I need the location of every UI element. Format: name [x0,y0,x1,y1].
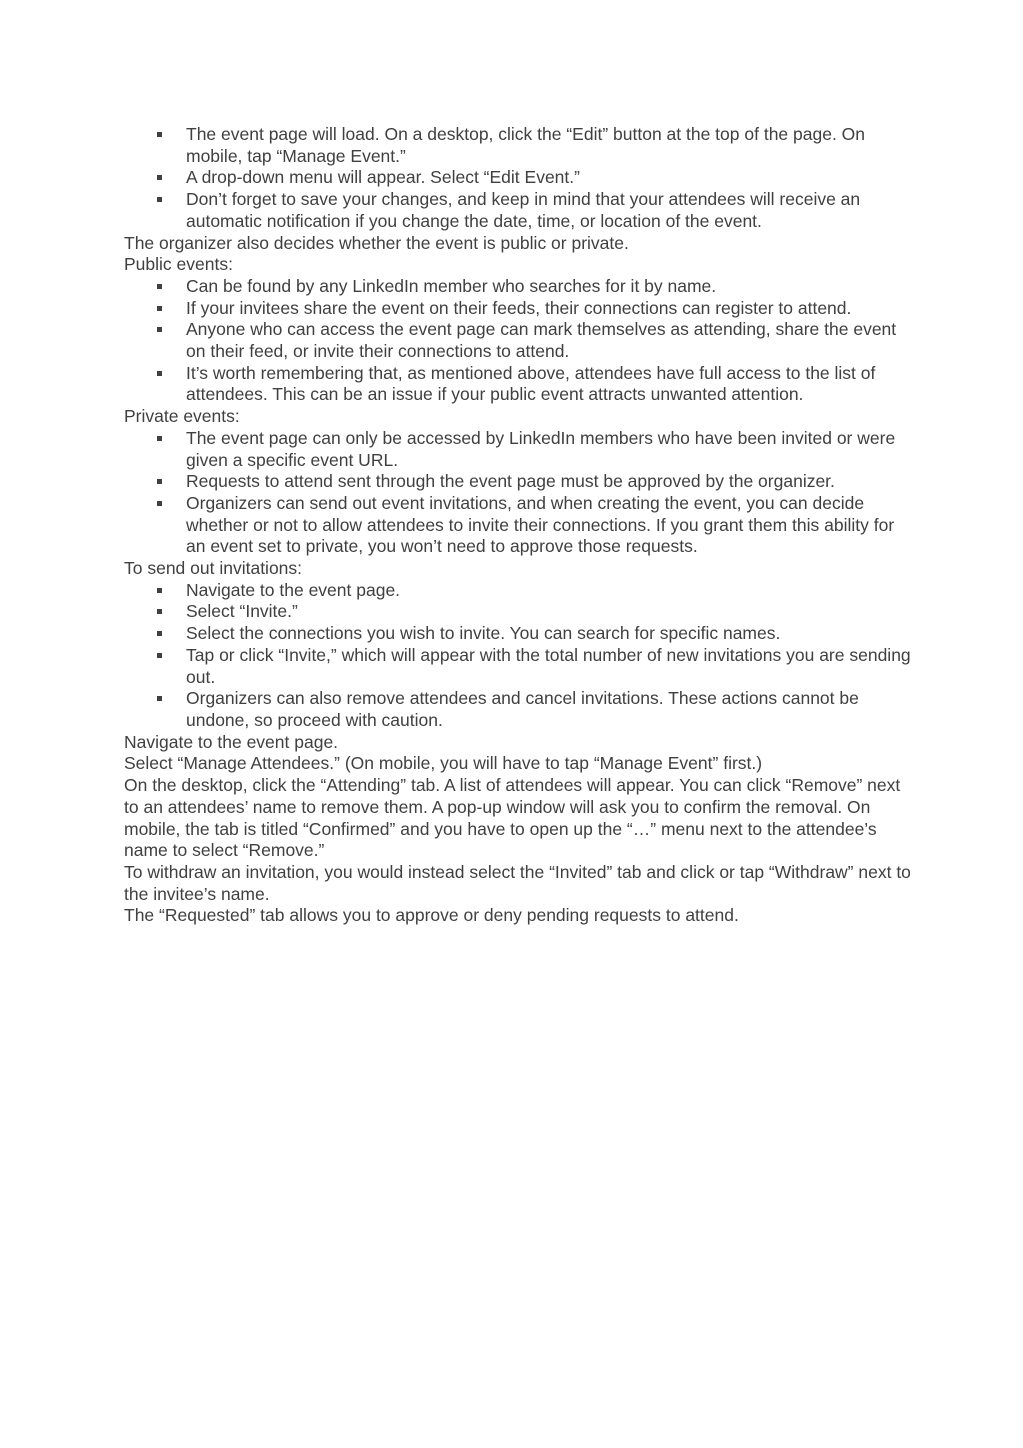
send-invitations-heading: To send out invitations: [124,558,303,579]
private-events-list [124,428,914,558]
withdraw-invitation-paragraph: To withdraw an invitation, you would instead select the “Invited” tab and click or tap “Withdraw” next to the invitee’s name. [124,861,911,904]
list-item: Don’t forget to save your changes, and keep in mind that your attendees will receive an automatic notification if you change the date, time, or location of the event. [186,189,914,232]
document-page [124,124,914,927]
list-item: A drop-down menu will appear. Select “Edit Event.” [186,167,914,189]
public-events-heading: Public events: [124,254,233,275]
public-events-list [124,276,914,406]
list-item: The event page can only be accessed by LinkedIn members who have been invited or were given a specific event URL. [186,428,914,471]
list-item: The event page will load. On a desktop, click the “Edit” button at the top of the page. On mobile, tap “Manage Event.” [186,124,914,167]
list-item: Requests to attend sent through the event page must be approved by the organizer. [186,471,914,493]
list-item: It’s worth remembering that, as mentioned above, attendees have full access to the list of attendees. This can be an issue if your public event attracts unwanted attention. [186,363,914,406]
list-item: Organizers can also remove attendees and cancel invitations. These actions cannot be undone, so proceed with caution. [186,688,914,731]
list-item: If your invitees share the event on their feeds, their connections can register to attend. [186,298,914,320]
requested-tab-paragraph: The “Requested” tab allows you to approve or deny pending requests to attend. [124,905,739,926]
send-invitations-list [124,580,914,732]
list-item: Organizers can send out event invitations, and when creating the event, you can decide whether or not to allow attendees to invite their connections. If you grant them this ability for an event set to private, you won’t need to approve those requests. [186,493,914,558]
list-item: Select “Invite.” [186,601,914,623]
list-item: Can be found by any LinkedIn member who searches for it by name. [186,276,914,298]
list-item: Navigate to the event page. [186,580,914,602]
manage-attendees-paragraph: Select “Manage Attendees.” (On mobile, you will have to tap “Manage Event” first.) [124,753,763,774]
desktop-attending-paragraph: On the desktop, click the “Attending” tab. A list of attendees will appear. You can click “Remove” next to an attendees’ name to remove them. A pop-up window will ask you to confirm the removal. On mobile, the tab is titled “Confirmed” and you have to open up the “…” menu next to the attendee’s name to select “Remove.” [124,775,901,861]
organizer-paragraph: The organizer also decides whether the event is public or private. [124,232,629,253]
list-item: Anyone who can access the event page can mark themselves as attending, share the event on their feed, or invite their connections to attend. [186,319,914,362]
private-events-heading: Private events: [124,406,240,427]
list-item: Select the connections you wish to invite. You can search for specific names. [186,623,914,645]
edit-event-steps-list [124,124,914,233]
list-item: Tap or click “Invite,” which will appear with the total number of new invitations you are sending out. [186,645,914,688]
navigate-paragraph: Navigate to the event page. [124,731,339,752]
